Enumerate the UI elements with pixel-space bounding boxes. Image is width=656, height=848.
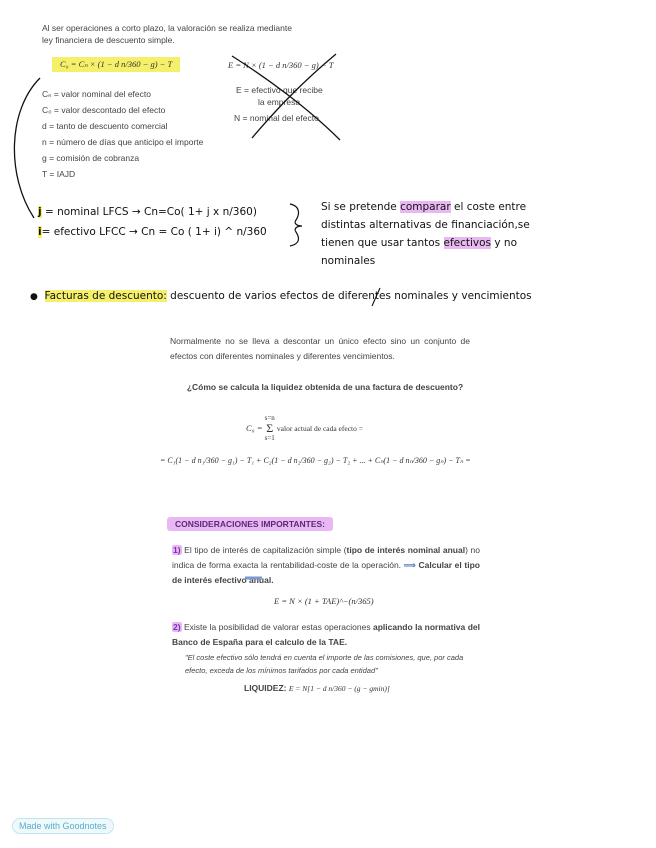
item-1-number: 1): [173, 545, 181, 555]
variable-n: n = número de días que anticipo el importe: [42, 137, 204, 147]
facturas-paragraph: Normalmente no se lleva a descontar un único efecto sino un conjunto de efectos con diferentes nominales y diferentes vencimientos.: [170, 336, 470, 361]
sum-formula: [246, 414, 363, 442]
banco-espana-quote: "El coste efectivo sólo tendrá en cuenta el importe de las comisiones, que, por cada efecto, exceda de los mínimos tarifados por cada entidad": [185, 653, 464, 675]
liquidez-formula: E = N[1 − d n/360 − (g − gmin)]: [288, 684, 390, 693]
question-heading: ¿Cómo se calcula la liquidez obtenida de una factura de descuento?: [186, 382, 464, 392]
item-1-part-a: El tipo de interés de capitalización simple (: [184, 545, 347, 555]
intro-line-1: Al ser operaciones a corto plazo, la valoración se realiza mediante: [42, 23, 292, 33]
handwritten-i-line: [38, 226, 267, 238]
item-1-part-b: tipo de interés nominal anual: [346, 545, 466, 555]
item-2-part-b: aplicando la normativa del Banco de España para el calculo de la TAE.: [172, 622, 480, 647]
sum-top: s=n: [264, 414, 275, 422]
intro-text: [42, 22, 362, 46]
note-part-3: y no nominales: [321, 237, 518, 267]
sigma-sign: Σ: [266, 421, 274, 435]
consideration-2: [172, 620, 480, 650]
j-text: = nominal LFCS → Cn=Co( 1+ j x n/360): [41, 206, 257, 218]
e-definition-1: E = efectivo que recibe: [236, 85, 323, 95]
variable-t: T = IAJD: [42, 169, 76, 179]
sum-tail: valor actual de cada efecto =: [276, 423, 363, 433]
j-letter: j: [38, 206, 42, 218]
liquidez-label: LIQUIDEZ:: [244, 683, 287, 693]
goodnotes-watermark: Made with Goodnotes: [12, 818, 114, 834]
crossed-formula: E = N × (1 − d n/360 − g) − T: [228, 60, 334, 70]
consideration-1: [172, 543, 480, 588]
sum-c0: C₀ =: [246, 423, 263, 433]
item-1-part-c: ) no indica de forma exacta la rentabilidad-coste de la operación.: [172, 545, 480, 570]
i-text: = efectivo LFCC → Cn = Co ( 1+ i) ^ n/360: [41, 226, 267, 238]
arrow-icon: ⟹: [403, 560, 416, 570]
liquidez-line: [244, 682, 390, 695]
tae-formula: E = N × (1 + TAE)^−(n/365): [274, 596, 374, 606]
note-part-2: el coste entre distintas alternativas de financiación,se tienen que usar tantos: [321, 201, 530, 249]
bullet-label: Facturas de descuento:: [44, 290, 167, 302]
variable-cn: Cₙ = valor nominal del efecto: [42, 89, 151, 99]
variable-c0: C₀ = valor descontado del efecto: [42, 105, 166, 115]
item-2-number: 2): [173, 622, 181, 632]
long-formula: = C₁(1 − d n₁/360 − g₁) − T₁ + C₂(1 − d n₂/360 − g₂) − T₂ + ... + Cₙ(1 − d nₙ/360 − gₙ) − Tₙ =: [160, 456, 471, 465]
comparison-note: [321, 198, 551, 270]
variable-g: g = comisión de cobranza: [42, 153, 140, 163]
variable-d: d = tanto de descuento comercial: [42, 121, 168, 131]
main-formula: C₀ = Cₙ × (1 − d n/360 − g) − T: [52, 57, 180, 72]
i-letter: i: [38, 226, 42, 238]
considerations-title: CONSIDERACIONES IMPORTANTES:: [167, 517, 333, 531]
variables-list: [42, 86, 262, 182]
sum-bottom: s=1: [264, 434, 275, 442]
bullet-dot: ●: [30, 292, 38, 302]
item-2-part-a: Existe la posibilidad de valorar estas operaciones: [184, 622, 374, 632]
intro-line-2: ley financiera de descuento simple.: [42, 35, 175, 45]
e-definition-2: la empresa: [258, 97, 301, 107]
sum-symbol: [265, 414, 275, 442]
curly-brace: [290, 204, 302, 246]
note-part-1: Si se pretende: [321, 201, 401, 213]
item-1-part-d: Calcular el tipo de interés efectivo anual.: [172, 560, 480, 585]
left-arc-stroke: [14, 78, 40, 218]
n-definition: N = nominal del efecto: [234, 113, 319, 123]
note-highlight-efectivos: efectivos: [443, 237, 492, 249]
bullet-facturas: [30, 290, 532, 302]
bullet-text: descuento de varios efectos de diferentes nominales y vencimientos: [166, 290, 532, 302]
note-highlight-comparar: comparar: [400, 201, 451, 213]
handwritten-j-line: [38, 206, 257, 218]
